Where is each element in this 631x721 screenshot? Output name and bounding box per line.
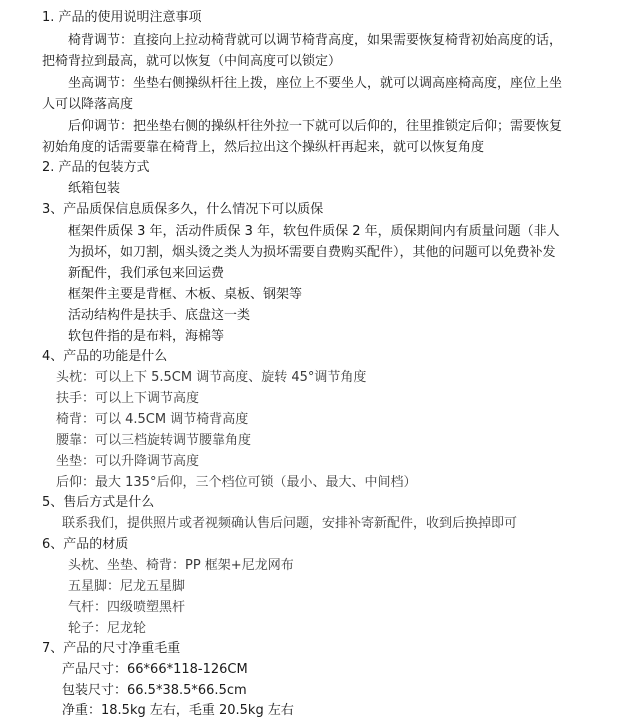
warranty-line-2: 为损坏，如刀割，烟头烫之类人为损坏需要自费购买配件），其他的问题可以免费补发: [68, 245, 556, 260]
section-1-title: 1. 产品的使用说明注意事项: [42, 10, 202, 25]
warranty-line-1: 框架件质保 3 年，活动件质保 3 年，软包件质保 2 年，质保期间内有质量问题（非人: [68, 224, 560, 239]
seat-height-line-2: 人可以降落高度: [42, 97, 134, 112]
backrest-adjust-line-2: 把椅背拉到最高，就可以恢复（中间高度可以锁定）: [42, 54, 342, 69]
function-lumbar: 腰靠：可以三档旋转调节腰靠角度: [56, 433, 252, 448]
packing-method: 纸箱包装: [68, 181, 121, 196]
warranty-moving-parts: 活动结构件是扶手、底盘这一类: [68, 308, 251, 323]
recline-adjust-line-2: 初始角度的话需要靠在椅背上，然后拉出这个操纵杆再起来，就可以恢复角度: [42, 140, 485, 155]
section-5-title: 5、售后方式是什么: [42, 495, 155, 510]
function-backrest: 椅背：可以 4.5CM 调节椅背高度: [56, 412, 249, 427]
function-recline: 后仰：最大 135°后仰，三个档位可锁（最小、最大、中间档）: [56, 475, 417, 490]
function-headrest: 头枕：可以上下 5.5CM 调节高度、旋转 45°调节角度: [56, 370, 367, 385]
warranty-line-3: 新配件，我们承包来回运费: [68, 266, 225, 281]
net-gross-weight: 净重：18.5kg 左右，毛重 20.5kg 左右: [62, 703, 294, 718]
warranty-frame-parts: 框架件主要是背框、木板、桌板、钢架等: [68, 287, 303, 302]
function-seat: 坐垫：可以升降调节高度: [56, 454, 200, 469]
function-armrest: 扶手：可以上下调节高度: [56, 391, 200, 406]
material-wheels: 轮子：尼龙轮: [68, 621, 147, 636]
package-size: 包装尺寸：66.5*38.5*66.5cm: [62, 683, 247, 698]
product-size: 产品尺寸：66*66*118-126CM: [62, 662, 248, 677]
backrest-adjust-line-1: 椅背调节：直接向上拉动椅背就可以调节椅背高度，如果需要恢复椅背初始高度的话，: [68, 33, 563, 48]
after-sales-text: 联系我们，提供照片或者视频确认售后问题，安排补寄新配件，收到后换掉即可: [62, 516, 518, 531]
recline-adjust-line-1: 后仰调节：把坐垫右侧的操纵杆往外拉一下就可以后仰的，往里推锁定后仰；需要恢复: [68, 119, 563, 134]
section-3-title: 3、产品质保信息质保多久，什么情况下可以质保: [42, 202, 324, 217]
section-2-title: 2. 产品的包装方式: [42, 160, 150, 175]
material-headrest-seat-back: 头枕、坐垫、椅背：PP 框架+尼龙网布: [68, 558, 294, 573]
section-6-title: 6、产品的材质: [42, 537, 129, 552]
seat-height-line-1: 坐高调节：坐垫右侧操纵杆往上拨，座位上不要坐人，就可以调高座椅高度，座位上坐: [68, 76, 563, 91]
section-4-title: 4、产品的功能是什么: [42, 349, 168, 364]
section-7-title: 7、产品的尺寸净重毛重: [42, 641, 181, 656]
material-base: 五星脚：尼龙五星脚: [68, 579, 186, 594]
material-gas-lift: 气杆：四级喷塑黑杆: [68, 600, 186, 615]
warranty-soft-parts: 软包件指的是布料，海棉等: [68, 329, 225, 344]
